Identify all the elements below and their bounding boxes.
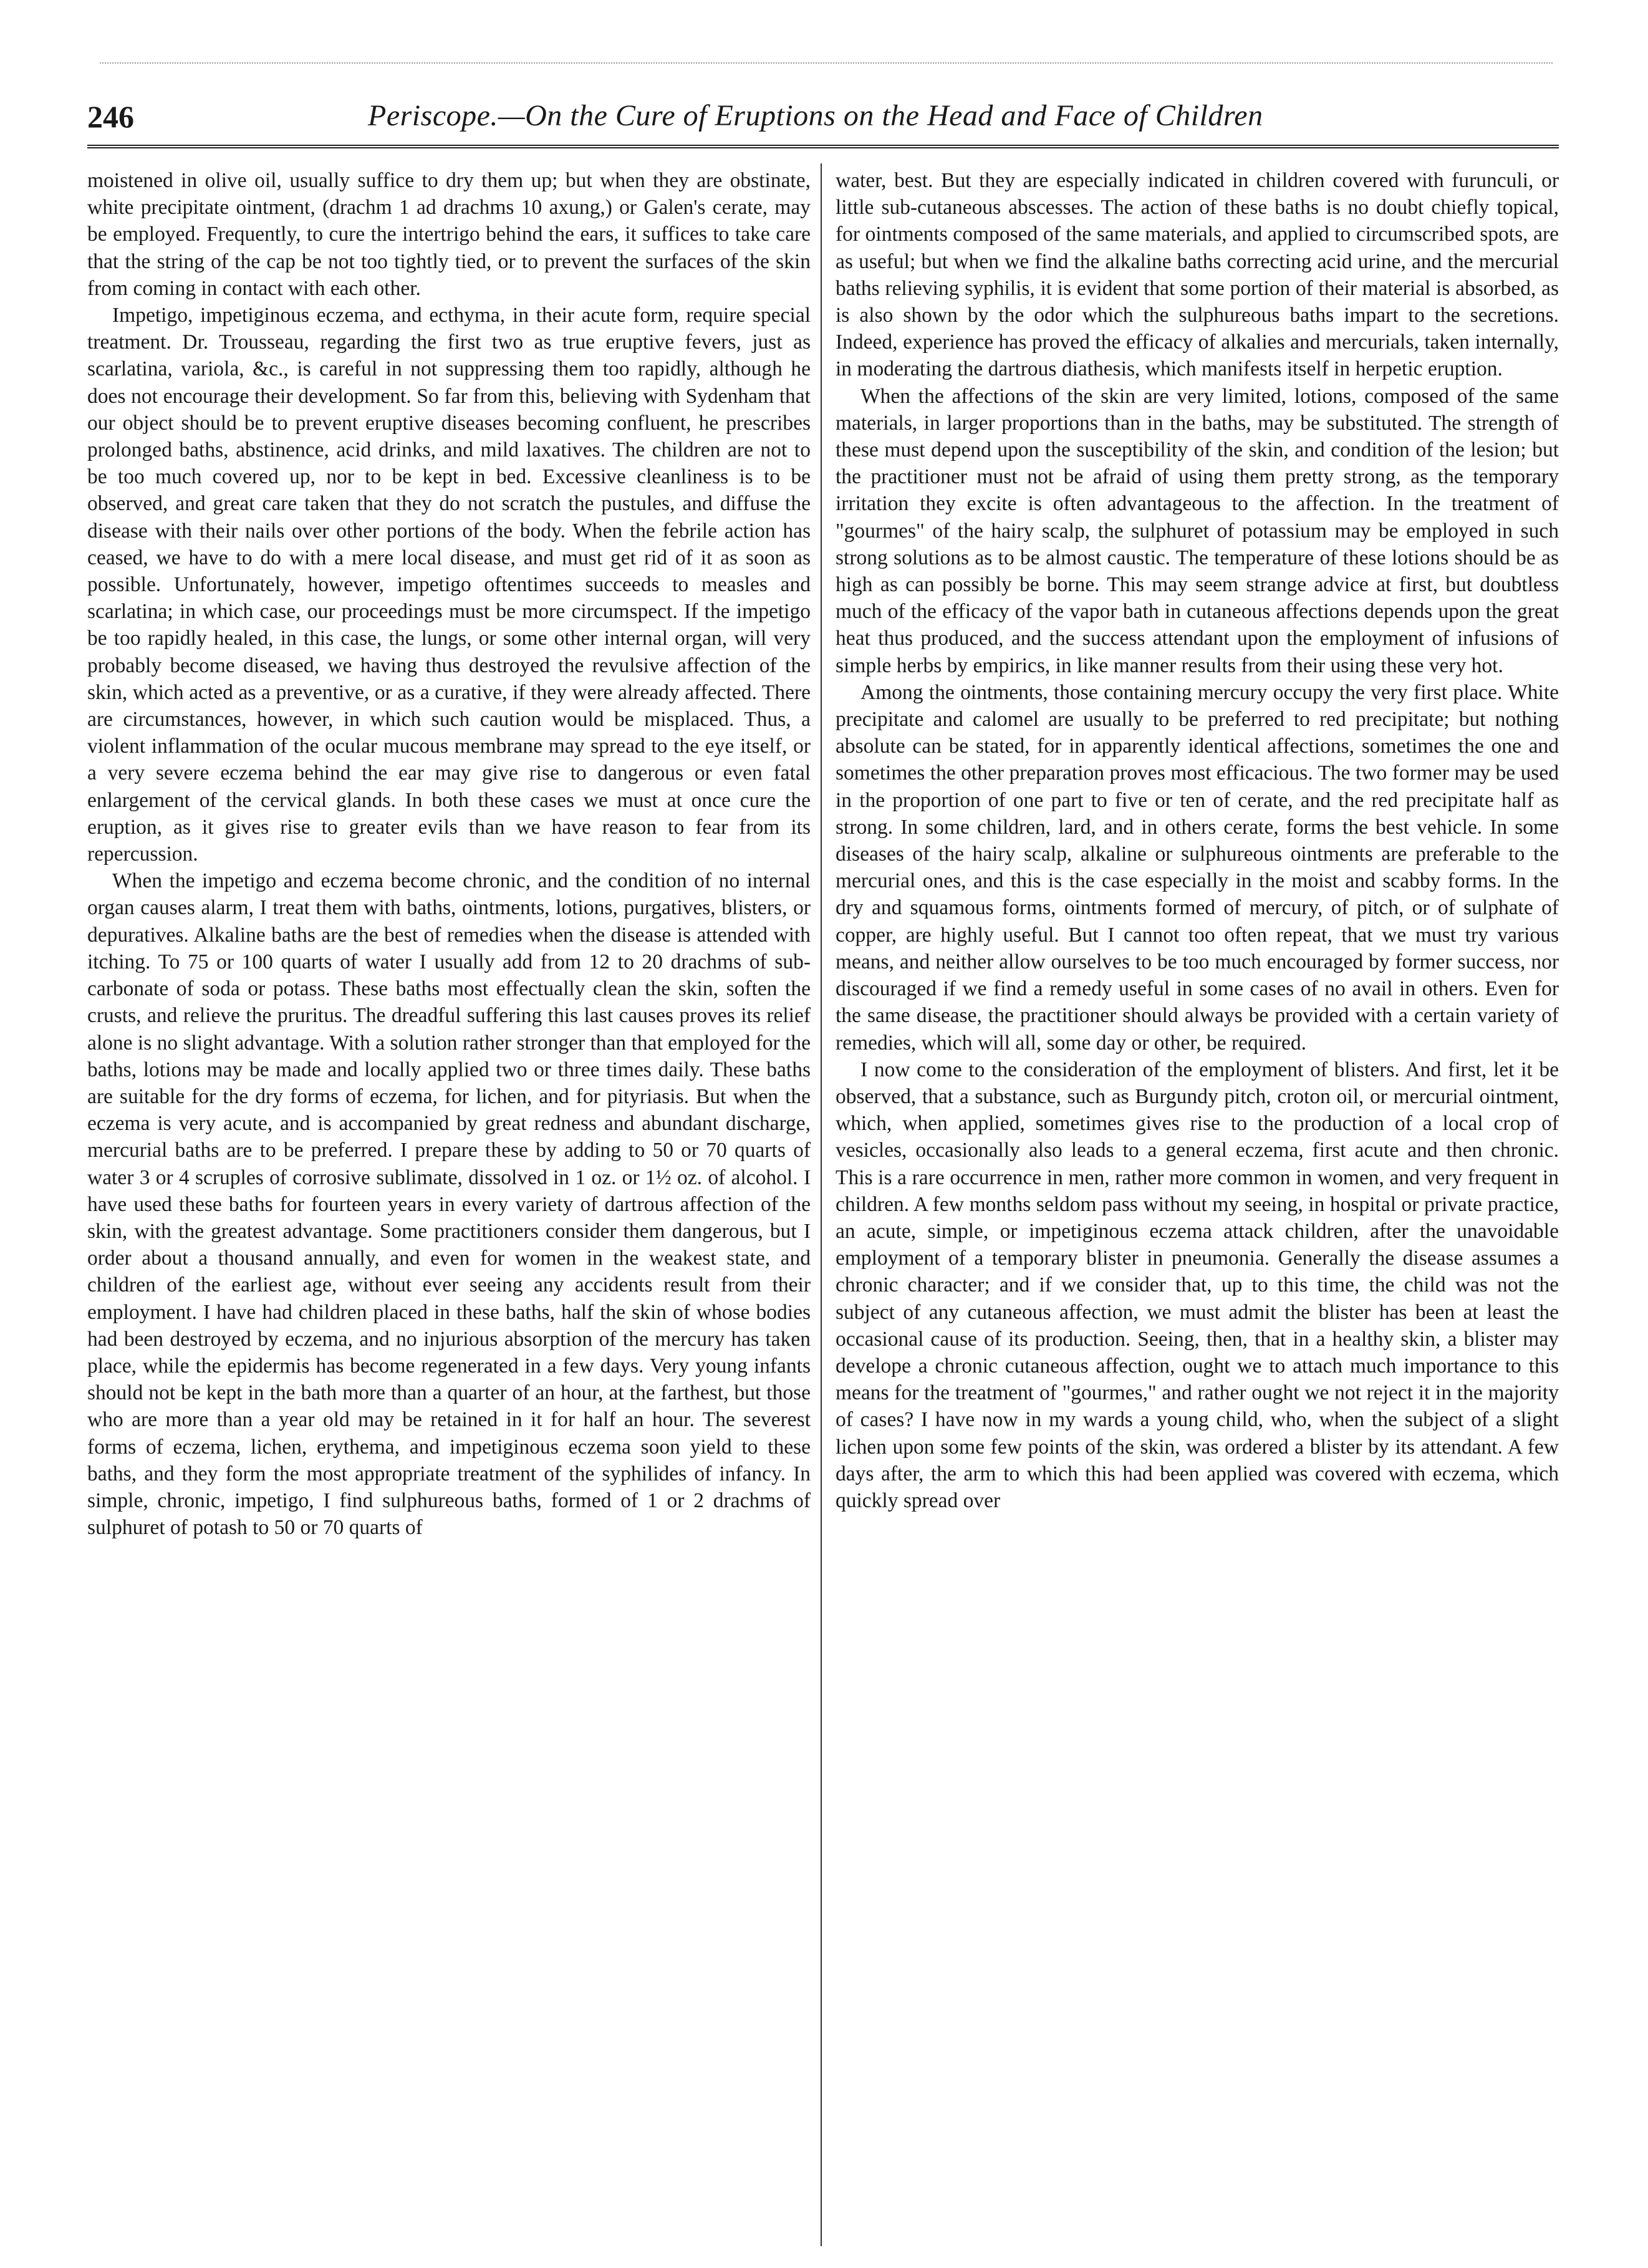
- paragraph: Impetigo, impetiginous eczema, and ecthyma, in their acute form, require special treatment. Dr. Trousseau, regarding the first two as true eruptive fevers, just as scarlatina, variola, &c., is careful in not suppressing them too rapidly, although he does not encourage their development. So far from this, believing with Sydenham that our object should be to prevent eruptive diseases becoming confluent, he prescribes prolonged baths, abstinence, acid drinks, and mild laxatives. The children are not to be too much covered up, nor to be kept in bed. Excessive cleanliness is to be observed, and great care taken that they do not scratch the pustules, and diffuse the disease with their nails over other portions of the body. When the febrile action has ceased, we have to do with a mere local disease, and must get rid of it as soon as possible. Unfortunately, however, impetigo oftentimes succeeds to measles and scarlatina; in which case, our proceedings must be more circumspect. If the impetigo be too rapidly healed, in this case, the lungs, or some other internal organ, will very probably become diseased, we having thus destroyed the revulsive affection of the skin, which acted as a preventive, or as a curative, if they were already affected. There are circumstances, however, in which such caution would be misplaced. Thus, a violent inflammation of the ocular mucous membrane may spread to the eye itself, or a very severe eczema behind the ear may give rise to dangerous or even fatal enlargement of the cervical glands. In both these cases we must at once cure the eruption, as it gives rise to greater evils than we have reason to fear from its repercussion.: [87, 304, 811, 866]
- column-divider: [821, 163, 822, 2246]
- running-title: Periscope.—On the Cure of Eruptions on the Head and Face of Children: [368, 99, 1263, 132]
- paragraph: Among the ointments, those containing mercury occupy the very first place. White precipitate and calomel are usually to be preferred to red precipitate; but nothing absolute can be stated, for in apparently identical affections, sometimes the one and sometimes the other preparation proves most efficacious. The two former may be used in the proportion of one part to five or ten of cerate, and the red precipitate half as strong. In some children, lard, and in others cerate, forms the best vehicle. In some diseases of the hairy scalp, alkaline or sulphureous ointments are preferable to the mercurial ones, and this is the case especially in the moist and scabby forms. In the dry and squamous forms, ointments formed of mercury, of pitch, or of sulphate of copper, are highly useful. But I cannot too often repeat, that we must try various means, and neither allow ourselves to be too much encouraged by former success, nor discouraged if we find a remedy useful in some cases of no avail in others. Even for the same disease, the practitioner should always be provided with a certain variety of remedies, which will all, some day or other, be required.: [836, 680, 1559, 1054]
- page-number: 246: [87, 99, 134, 134]
- paragraph: moistened in olive oil, usually suffice to dry them up; but when they are obstinate, white precipitate ointment, (drachm 1 ad drachms 10 axung,) or Galen's cerate, may be employed. Frequently, to cure the intertrigo behind the ears, it suffices to take care that the string of the cap be not too tightly tied, or to prevent the surfaces of the skin from coming in contact with each other.: [87, 169, 811, 300]
- top-border-specks: [100, 62, 1553, 76]
- paragraph: When the impetigo and eczema become chronic, and the condition of no internal organ causes alarm, I treat them with baths, ointments, lotions, purgatives, blisters, or depuratives. Alkaline baths are the best of remedies when the disease is attended with itching. To 75 or 100 quarts of water I usually add from 12 to 20 drachms of sub-carbonate of soda or potass. These baths most effectually clean the skin, soften the crusts, and relieve the pruritus. The dreadful suffering this last causes proves its relief alone is no slight advantage. With a solution rather stronger than that employed for the baths, lotions may be made and locally applied two or three times daily. These baths are suitable for the dry forms of eczema, for lichen, and for pityriasis. But when the eczema is very acute, and is accompanied by great redness and abundant discharge, mercurial baths are to be preferred. I prepare these by adding to 50 or 70 quarts of water 3 or 4 scruples of corrosive sublimate, dissolved in 1 oz. or 1½ oz. of alcohol. I have used these baths for fourteen years in every variety of dartrous affection of the skin, with the greatest advantage. Some practitioners consider them dangerous, but I order about a thousand annually, and even for women in the weakest state, and children of the earliest age, without ever seeing any accidents result from their employment. I have had children placed in these baths, half the skin of whose bodies had been destroyed by eczema, and no injurious absorption of the mercury has taken place, while the epidermis has become regenerated in a few days. Very young infants should not be kept in the bath more than a quarter of an hour, at the farthest, but those who are more than a year old may be retained in it for half an hour. The severest forms of eczema, lichen, erythema, and impetiginous eczema soon yield to these baths, and they form the most appropriate treatment of the syphilides of infancy. In simple, chronic, impetigo, I find sulphureous baths, formed of 1 or 2 drachms of sulphuret of potash to 50 or 70 quarts of: [87, 869, 811, 1540]
- header-rule: [87, 145, 1559, 148]
- paragraph: When the affections of the skin are very limited, lotions, composed of the same materials, in larger proportions than in the baths, may be substituted. The strength of these must depend upon the susceptibility of the skin, and condition of the lesion; but the practitioner must not be afraid of using them pretty strong, as the temporary irritation they excite is often advantageous to the affection. In the treatment of "gourmes" of the hairy scalp, the sulphuret of potassium may be employed in such strong solutions as to be almost caustic. The temperature of these lotions should be as high as can possibly be borne. This may seem strange advice at first, but doubtless much of the efficacy of the vapor bath in cutaneous affections depends upon the great heat thus produced, and the success attendant upon the employment of infusions of simple herbs by empirics, in like manner results from their using these very hot.: [836, 384, 1559, 677]
- running-header: [87, 94, 1559, 137]
- paragraph: water, best. But they are especially indicated in children covered with furunculi, or little sub-cutaneous abscesses. The action of these baths is no doubt chiefly topical, for ointments composed of the same materials, and applied to circumscribed spots, are as useful; but when we find the alkaline baths correcting acid urine, and the mercurial baths relieving syphilis, it is evident that some portion of their material is absorbed, as is also shown by the odor which the sulphureous baths impart to the secretions. Indeed, experience has proved the efficacy of alkalies and mercurials, taken internally, in moderating the dartrous diathesis, which manifests itself in herpetic eruption.: [836, 169, 1559, 381]
- right-column: [836, 167, 1559, 2262]
- left-column: [87, 167, 811, 2262]
- paragraph: I now come to the consideration of the employment of blisters. And first, let it be observed, that a substance, such as Burgundy pitch, croton oil, or mercurial ointment, which, when applied, sometimes gives rise to the production of a local crop of vesicles, occasionally also leads to a general eczema, first acute and then chronic. This is a rare occurrence in men, rather more common in women, and very frequent in children. A few months seldom pass without my seeing, in hospital or private practice, an acute, simple, or impetiginous eczema attack children, after the unavoidable employment of a temporary blister in pneumonia. Generally the disease assumes a chronic character; and if we consider that, up to this time, the child was not the subject of any cutaneous affection, we must admit the blister has been at least the occasional cause of its production. Seeing, then, that in a healthy skin, a blister may develope a chronic cutaneous affection, ought we to attach much importance to this means for the treatment of "gourmes," and rather ought we not reject it in the majority of cases? I have now in my wards a young child, who, when the subject of a slight lichen upon some few points of the skin, was ordered a blister by its attendant. A few days after, the arm to which this had been applied was covered with eczema, which quickly spread over: [836, 1058, 1559, 1512]
